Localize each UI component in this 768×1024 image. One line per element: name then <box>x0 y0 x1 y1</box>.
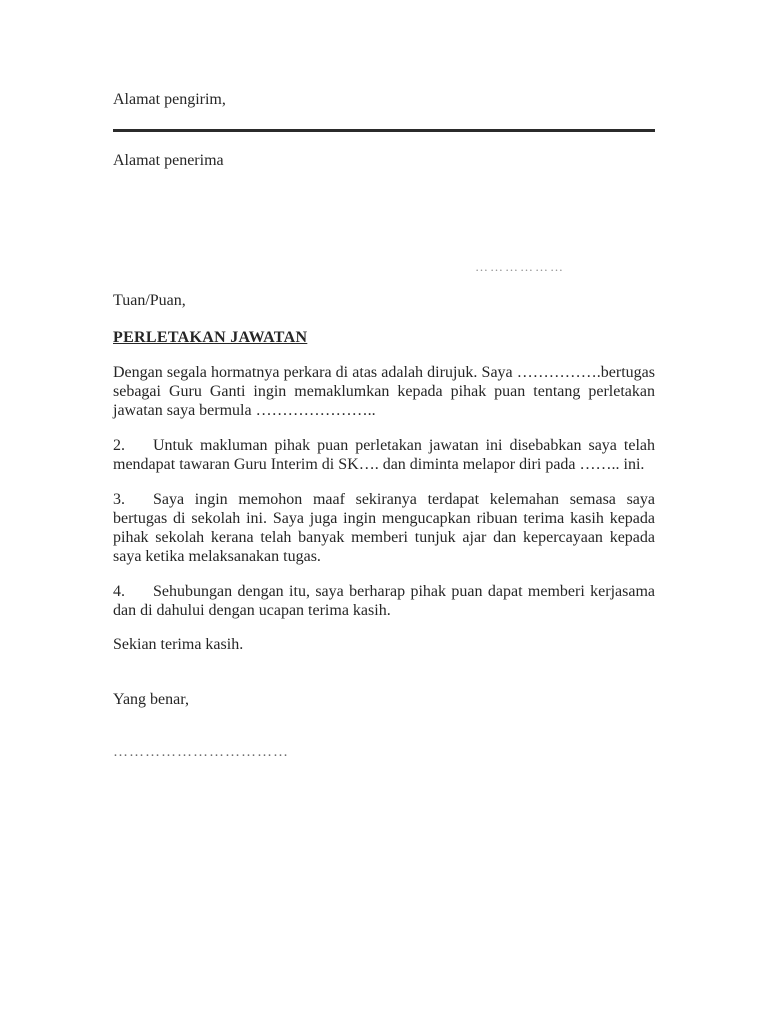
paragraph-4 <box>113 582 655 620</box>
signature-placeholder-dots: …………………………… <box>113 744 289 760</box>
sender-address-label: Alamat pengirim, <box>113 91 226 108</box>
paragraph-3 <box>113 490 655 566</box>
paragraph-4-text: Sehubungan dengan itu, saya berharap pihak puan dapat memberi kerjasama dan di dahului dengan ucapan terima kasih. <box>113 583 655 619</box>
recipient-address-label: Alamat penerima <box>113 152 224 169</box>
subject-heading: PERLETAKAN JAWATAN <box>113 329 308 346</box>
signoff-line: Yang benar, <box>113 691 189 708</box>
salutation: Tuan/Puan, <box>113 292 186 309</box>
paragraph-2-number: 2. <box>113 437 125 454</box>
paragraph-2 <box>113 436 655 474</box>
date-placeholder-dots: ……………… <box>475 259 565 274</box>
divider-line <box>113 129 655 132</box>
closing-line: Sekian terima kasih. <box>113 636 244 653</box>
paragraph-1-text: Dengan segala hormatnya perkara di atas adalah dirujuk. Saya …………….bertugas sebagai Guru Ganti ingin memaklumkan kepada pihak puan tentang perletakan jawatan saya bermula ………………….. <box>113 364 655 419</box>
paragraph-1 <box>113 363 655 420</box>
paragraph-3-number: 3. <box>113 491 125 508</box>
paragraph-3-text: Saya ingin memohon maaf sekiranya terdapat kelemahan semasa saya bertugas di sekolah ini. Saya juga ingin mengucapkan ribuan terima kasih kepada pihak sekolah kerana telah banyak memberi tunjuk ajar dan kepercayaan kepada saya ketika melaksanakan tugas. <box>113 491 655 565</box>
paragraph-4-number: 4. <box>113 583 125 600</box>
paragraph-2-text: Untuk makluman pihak puan perletakan jawatan ini disebabkan saya telah mendapat tawaran Guru Interim di SK…. dan diminta melapor diri pada …….. ini. <box>113 437 655 473</box>
